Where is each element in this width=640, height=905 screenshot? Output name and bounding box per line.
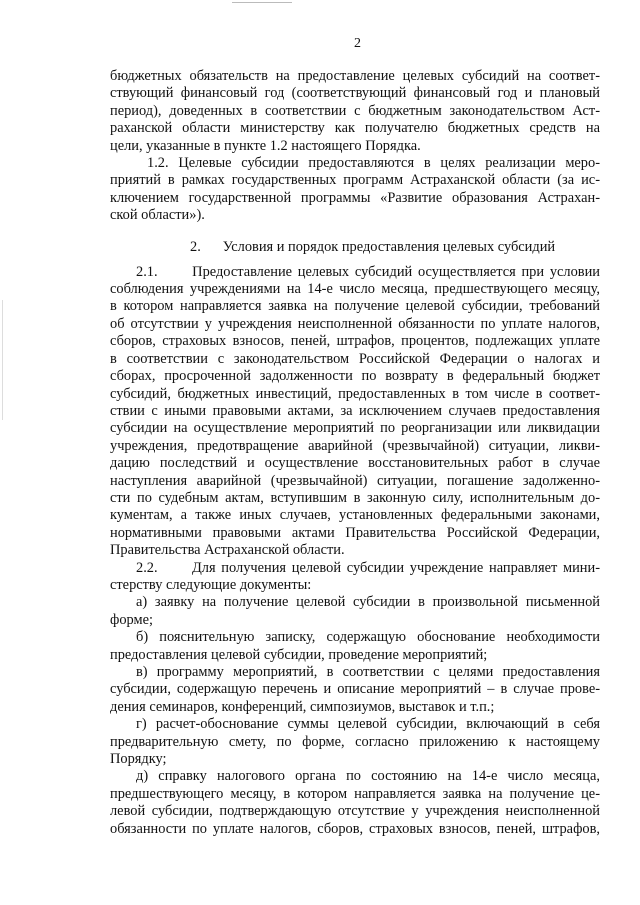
paragraph-continuation	[110, 68, 600, 155]
text-line: стерству следующие документы:	[110, 576, 312, 593]
text-line: субсидии, содержащую перечень и описание мероприятий – в случае прове-	[110, 681, 600, 698]
text-line: в котором направляется заявка на получение целевой субсидии, требований	[110, 298, 600, 315]
list-item-d	[110, 768, 600, 838]
text-line: предварительную смету, по форме, согласно приложению к настоящему	[110, 733, 600, 750]
text-line: нормативными правовыми актами Правительства Российской Федерации,	[110, 524, 600, 541]
paragraph-2-2	[110, 560, 600, 595]
list-item-g	[110, 716, 600, 768]
list-item-a	[110, 594, 600, 629]
text-line: левой субсидии, подтверждающую отсутствие у учреждения неисполненной	[110, 803, 600, 820]
scan-mark	[2, 300, 3, 420]
text-line: 1.2. Целевые субсидии предоставляются в целях реализации меро-	[147, 155, 600, 172]
text-line: наступления аварийной (чрезвычайной) ситуации, погашение задолженно-	[110, 472, 600, 489]
text-line: об отсутствии у учреждения неисполненной обязанности по уплате налогов,	[110, 315, 600, 332]
text-line: дацию последствий и осуществление восстановительных работ в случае	[110, 455, 600, 472]
text-line: бюджетных обязательств на предоставление целевых субсидий на соответ-	[110, 68, 600, 84]
text-line: 2.2. Для получения целевой субсидии учреждение направляет мини-	[136, 559, 600, 576]
text-line: раханской области министерству как получателю бюджетных средств на	[110, 120, 600, 137]
text-line: Правительства Астраханской области.	[110, 542, 345, 559]
paragraph-1-2	[110, 155, 600, 225]
text-line: 2.1. Предоставление целевых субсидий осуществляется при условии	[136, 263, 600, 280]
text-line: сборах, просроченной задолженности по возврату в федеральный бюджет	[110, 368, 600, 385]
text-line: период), доведенных в соответствии с бюджетным законодательством Аст-	[110, 102, 600, 119]
text-line: б) пояснительную записку, содержащую обоснование необходимости	[136, 629, 600, 646]
text-line: субсидий, бюджетных инвестиций, предоставленных в том числе в соответ-	[110, 385, 600, 402]
section-number: 2.	[190, 239, 201, 255]
text-line: цели, указанные в пункте 1.2 настоящего Порядка.	[110, 137, 421, 154]
text-line: субсидии на осуществление мероприятий по реорганизации или ликвидации	[110, 420, 600, 437]
text-line: а) заявку на получение целевой субсидии в произвольной письменной	[136, 594, 600, 611]
section-title: Условия и порядок предоставления целевых субсидий	[222, 239, 556, 255]
text-line: Порядку;	[110, 751, 167, 768]
text-line: ствии с иными правовыми актами, за исключением случаев предоставления	[110, 402, 600, 419]
text-line: ключением государственной программы «Развитие образования Астрахан-	[110, 189, 600, 206]
text-line: в соответствии с законодательством Российской Федерации о налогах и	[110, 350, 600, 367]
text-line: обязанности по уплате налогов, сборов, страховых взносов, пеней, штрафов,	[110, 820, 600, 837]
text-line: ской области»).	[110, 207, 205, 224]
scan-mark	[232, 2, 292, 3]
text-line: дения семинаров, конференций, симпозиумов, выставок и т.п.;	[110, 698, 495, 715]
list-item-b	[110, 629, 600, 664]
text-line: предшествующего месяцу, в котором направляется заявка на получение це-	[110, 785, 600, 802]
text-line: г) расчет-обоснование суммы целевой субсидии, включающий в себя	[136, 716, 600, 733]
text-line: сборов, страховых взносов, пеней, штрафов, процентов, подлежащих уплате	[110, 333, 600, 350]
section-heading	[190, 239, 555, 256]
page-number: 2	[354, 36, 361, 51]
text-line: в) программу мероприятий, в соответствии с целями предоставления	[136, 664, 600, 680]
text-line: предоставления целевой субсидии, проведение мероприятий;	[110, 646, 488, 663]
text-line: соблюдения учреждениями на 14-е число месяца, предшествующего месяцу,	[110, 281, 600, 298]
text-line: д) справку налогового органа по состоянию на 14-е число месяца,	[136, 768, 600, 785]
text-line: кументам, а также иных случаев, установленных федеральными законами,	[110, 507, 600, 524]
paragraph-2-1	[110, 264, 600, 560]
text-line: форме;	[110, 611, 153, 628]
text-line: учреждения, предотвращение аварийной (чрезвычайной) ситуации, ликви-	[110, 437, 600, 454]
text-line: ствующий финансовый год (соответствующий финансовый год и плановый	[110, 85, 600, 102]
text-line: приятий в рамках государственных программ Астраханской области (за ис-	[110, 172, 600, 189]
list-item-v	[110, 664, 600, 716]
text-line: сти по судебным актам, вступившим в законную силу, исполнительным до-	[110, 489, 600, 506]
document-body	[110, 68, 600, 838]
